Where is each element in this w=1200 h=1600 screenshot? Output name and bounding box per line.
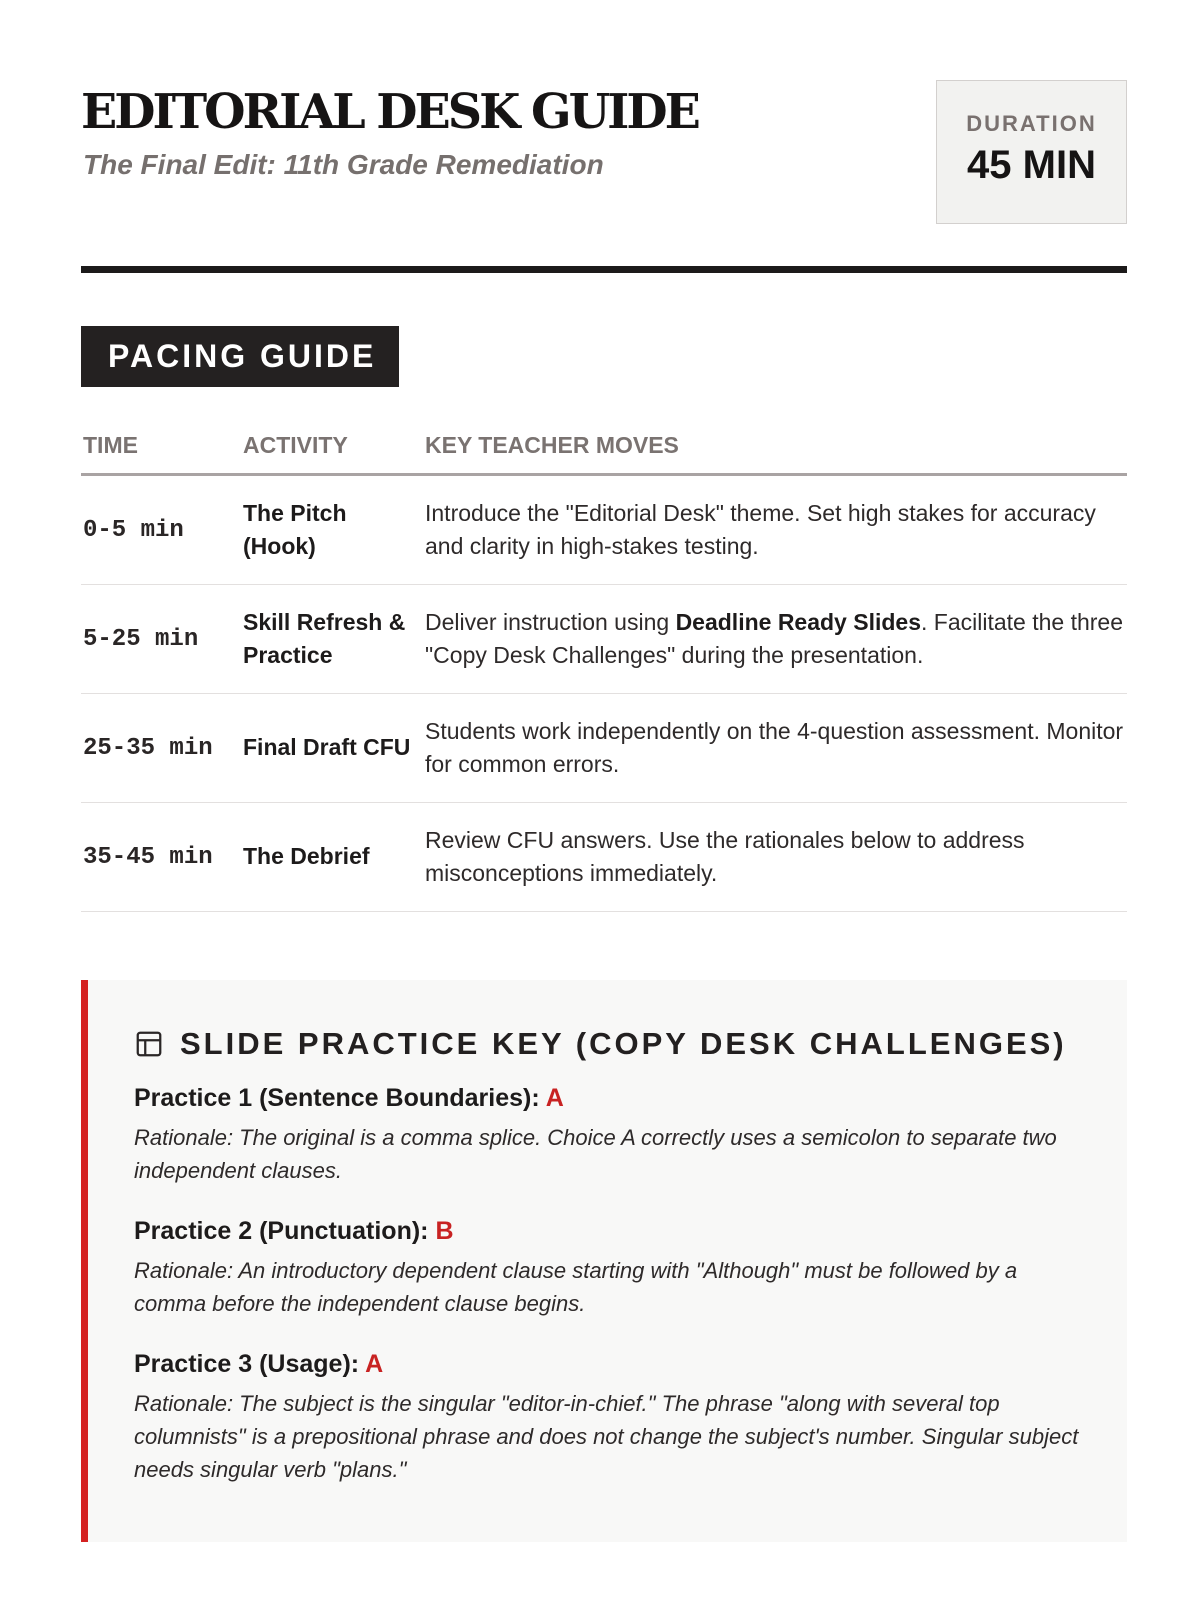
row-activity: The Pitch (Hook)	[243, 499, 347, 559]
table-row	[81, 694, 1127, 803]
row-activity: Skill Refresh & Practice	[243, 608, 406, 668]
row-moves-post: . Facilitate the three "Copy Desk Challenges" during the presentation.	[425, 608, 1123, 668]
practice-heading	[134, 1084, 1094, 1113]
row-moves-text: Students work independently on the 4-question assessment. Monitor for common errors.	[425, 717, 1124, 777]
practice-heading	[134, 1350, 1094, 1379]
practice-answer: B	[435, 1217, 454, 1245]
column-header-time: TIME	[83, 432, 138, 458]
row-moves	[425, 585, 1127, 693]
row-moves	[425, 803, 1127, 911]
practice-key-title	[134, 1026, 1067, 1062]
column-header-activity: ACTIVITY	[243, 432, 348, 458]
row-time: 25-35 min	[83, 734, 213, 762]
row-activity: The Debrief	[243, 843, 370, 870]
row-time: 0-5 min	[83, 516, 184, 544]
header-divider	[81, 266, 1127, 273]
practice-item	[134, 1350, 1094, 1486]
column-header-moves: KEY TEACHER MOVES	[425, 432, 679, 458]
duration-label: DURATION	[966, 111, 1097, 136]
practice-label: Practice 1 (Sentence Boundaries):	[134, 1084, 546, 1112]
pacing-guide-tag: PACING GUIDE	[81, 326, 399, 387]
practice-answer: A	[545, 1084, 564, 1112]
duration-box	[936, 80, 1127, 224]
practice-key-heading: SLIDE PRACTICE KEY (COPY DESK CHALLENGES)	[180, 1026, 1067, 1061]
practice-rationale: Rationale: The subject is the singular "editor-in-chief." The phrase "along with several top columnists" is a prepositional phrase and does not change the subject's number. Singular subject needs singular verb "plans."	[134, 1391, 1079, 1482]
pacing-table	[81, 424, 1127, 912]
practice-answer: A	[365, 1350, 384, 1378]
row-moves-text	[425, 606, 1127, 673]
practice-item	[134, 1084, 1094, 1187]
table-row	[81, 476, 1127, 585]
practice-label: Practice 3 (Usage):	[134, 1350, 366, 1378]
practice-heading	[134, 1217, 1094, 1246]
duration-value: 45 MIN	[967, 143, 1096, 187]
practice-key-panel	[81, 980, 1127, 1542]
practice-item	[134, 1217, 1094, 1320]
page-title: EDITORIAL DESK GUIDE	[81, 84, 698, 140]
header	[81, 80, 1127, 220]
row-moves-pre: Deliver instruction using	[425, 608, 676, 635]
table-row	[81, 585, 1127, 694]
table-header	[81, 424, 1127, 476]
layout-icon	[134, 1029, 164, 1059]
row-moves-bold: Deadline Ready Slides	[675, 608, 921, 635]
practice-label: Practice 2 (Punctuation):	[134, 1217, 436, 1245]
row-moves	[425, 694, 1127, 802]
row-moves-text: Introduce the "Editorial Desk" theme. Set high stakes for accuracy and clarity in high-stakes testing.	[425, 499, 1096, 559]
practice-rationale: Rationale: The original is a comma splice. Choice A correctly uses a semicolon to separate two independent clauses.	[134, 1125, 1057, 1183]
row-moves-text: Review CFU answers. Use the rationales below to address misconceptions immediately.	[425, 826, 1025, 886]
row-activity: Final Draft CFU	[243, 734, 411, 761]
practice-rationale: Rationale: An introductory dependent clause starting with "Although" must be followed by a comma before the independent clause begins.	[134, 1258, 1018, 1316]
page-subtitle: The Final Edit: 11th Grade Remediation	[83, 149, 604, 180]
table-row	[81, 803, 1127, 912]
row-time: 35-45 min	[83, 843, 213, 871]
row-moves	[425, 476, 1127, 584]
row-time: 5-25 min	[83, 625, 199, 653]
